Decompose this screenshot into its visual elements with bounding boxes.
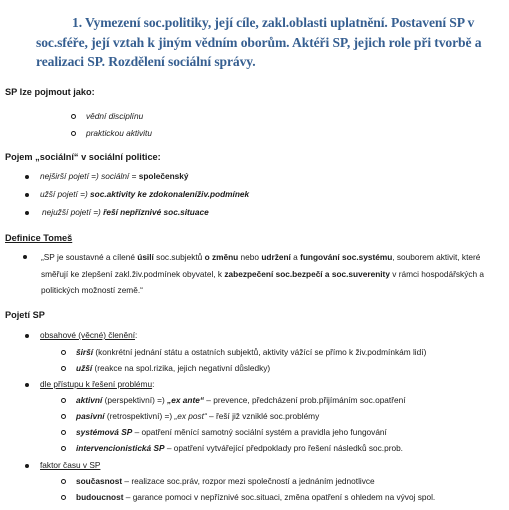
heading-sp-pojmout: SP lze pojmout jako: <box>5 87 95 97</box>
list-item: budoucnost – garance pomoci v nepříznivé soc.situaci, změna opatření s ohledem na vývoj spol. <box>76 492 436 502</box>
list-item: obsahové (věcné) členění: <box>40 330 138 340</box>
list-item: aktivní (perspektivní) =) „ex ante“ – prevence, předcházení prob.přijímáním soc.opatření <box>76 395 406 405</box>
list-item: dle přístupu k řešení problému: <box>40 379 155 389</box>
list-item: užší pojetí =) soc.aktivity ke zdokonaleníživ.podmínek <box>40 189 250 199</box>
list-item: systémová SP – opatření měnící samotný sociální systém a pravidla jeho fungování <box>76 427 387 437</box>
definition-paragraph: „SP je soustavné a cílené úsilí soc.subjektů o změnu nebo udržení a fungování soc.systému, souborem aktivit, které směřují ke zlepšení zakl.živ.podmínek obyvatel, k zabezpečení soc.bezpečí a soc.suverenity v rámci hospodářských a politických možností země.“ <box>41 249 496 299</box>
list-item: širší (konkrétní jednání státu a ostatních subjektů, aktivity vážící se přímo k živ.podmínkám lidí) <box>76 347 427 357</box>
list-item: vědní disciplínu <box>86 111 144 121</box>
list-item: praktickou aktivitu <box>86 128 152 138</box>
document-title: 1. Vymezení soc.politiky, její cíle, zakl.oblasti uplatnění. Postavení SP v soc.sféře, její vztah k jiným vědním oborům. Aktéři SP, jejich role při tvorbě a realizaci SP. Rozdělení sociální správy. <box>36 15 482 69</box>
heading-pojeti-sp: Pojetí SP <box>5 310 45 320</box>
list-item: faktor času v SP <box>40 460 101 470</box>
list-item: nejužší pojetí =) řeší nepříznivé soc.situace <box>42 207 209 217</box>
list-item: pasivní (retrospektivní) =) „ex post“ – řeší již vzniklé soc.problémy <box>76 411 320 421</box>
list-item: současnost – realizace soc.práv, rozpor mezi společností a jednáním jednotlivce <box>76 476 375 486</box>
list-item: užší (reakce na spol.rizika, jejich negativní důsledky) <box>76 363 271 373</box>
list-item: nejširší pojetí =) sociální = společenský <box>40 171 189 181</box>
bullet-dot-icon <box>23 255 27 259</box>
heading-pojem-socialni: Pojem „sociální“ v sociální politice: <box>5 152 161 162</box>
heading-definice-tomes: Definice Tomeš <box>5 233 73 243</box>
list-item: intervencionistická SP – opatření vytvářející předpoklady pro řešení následků soc.prob. <box>76 443 403 453</box>
